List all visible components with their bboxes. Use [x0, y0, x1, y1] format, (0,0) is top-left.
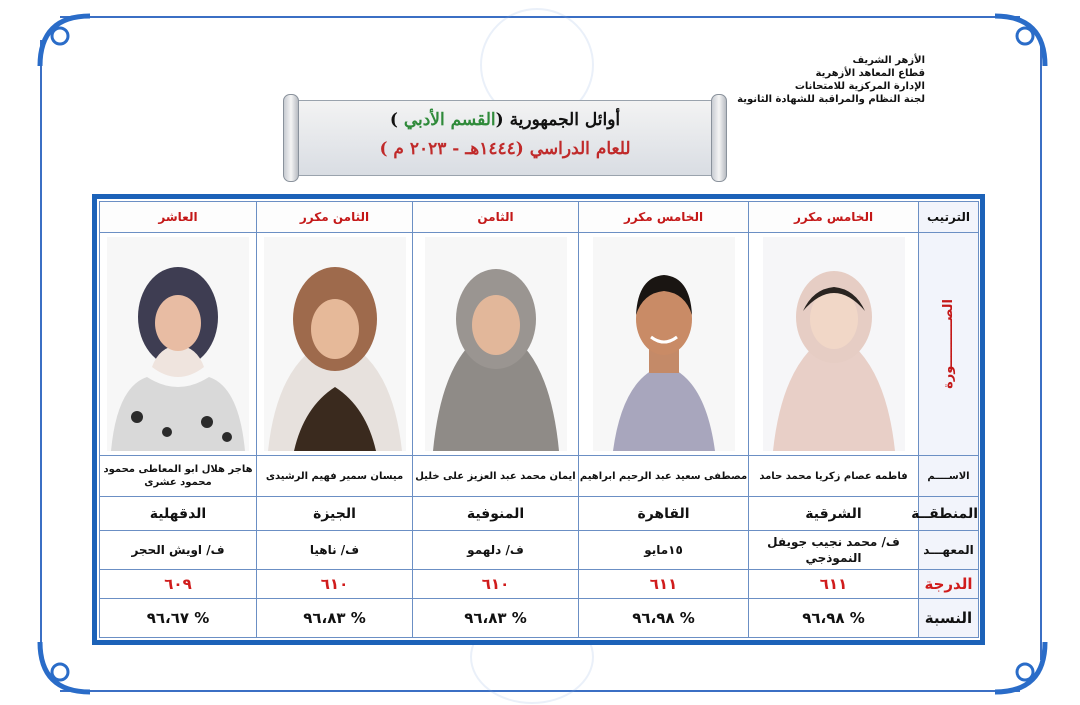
student-rank: العاشر [100, 202, 257, 233]
student-institute: ف/ محمد نجيب جويفل النموذجي [749, 531, 919, 570]
student-rank: الخامس مكرر [579, 202, 749, 233]
frame-right-line [1040, 40, 1042, 660]
banner-right-roll [711, 94, 727, 182]
student-institute: ف/ ناهيا [257, 531, 413, 570]
header-line: قطاع المعاهد الأزهرية [815, 68, 925, 79]
photo-cell [100, 233, 257, 456]
header-line: لجنة النظام والمراقبة للشهادة الثانوية [737, 94, 925, 105]
student-photo [593, 237, 735, 451]
photo-label-cell [919, 233, 979, 456]
grade-label: الدرجة [919, 570, 979, 599]
student-photo [107, 237, 249, 451]
percent-label: النسبة [919, 599, 979, 638]
student-region: الدقهلية [100, 497, 257, 531]
student-rank: الثامن مكرر [257, 202, 413, 233]
name-label: الاســــم [919, 456, 979, 497]
grade-row [100, 570, 979, 599]
student-photo [763, 237, 905, 451]
photo-cell [579, 233, 749, 456]
student-name: ايمان محمد عبد العزيز على خليل [413, 456, 579, 497]
photo-row [100, 233, 979, 456]
student-region: الجيزة [257, 497, 413, 531]
institute-label: المعهـــد [919, 531, 979, 570]
name-row [100, 456, 979, 497]
student-percent: % ٩٦،٨٣ [257, 599, 413, 638]
student-institute: ف/ دلهمو [413, 531, 579, 570]
region-row [100, 497, 979, 531]
corner-ornament-icon [30, 632, 100, 702]
header-line: الإدارة المركزية للامتحانات [794, 81, 925, 92]
rank-label: الترتيب [919, 202, 979, 233]
student-percent: % ٩٦،٦٧ [100, 599, 257, 638]
student-grade: ٦١١ [749, 570, 919, 599]
banner-title-prefix: أوائل الجمهورية ( [495, 110, 621, 130]
student-grade: ٦٠٩ [100, 570, 257, 599]
student-photo [425, 237, 567, 451]
photo-cell [413, 233, 579, 456]
student-photo [264, 237, 406, 451]
top-students-table [92, 194, 985, 645]
corner-ornament-icon [985, 6, 1055, 76]
student-region: القاهرة [579, 497, 749, 531]
photo-cell [257, 233, 413, 456]
student-rank: الثامن [413, 202, 579, 233]
student-rank: الخامس مكرر [749, 202, 919, 233]
student-grade: ٦١١ [579, 570, 749, 599]
student-name: فاطمه عصام زكريا محمد حامد [749, 456, 919, 497]
corner-ornament-icon [985, 632, 1055, 702]
student-percent: % ٩٦،٩٨ [749, 599, 919, 638]
banner-section: القسم الأدبي [403, 110, 496, 130]
institute-row [100, 531, 979, 570]
student-name: ميسان سمير فهيم الرشيدى [257, 456, 413, 497]
rank-row [100, 202, 979, 233]
frame-left-line [40, 40, 42, 660]
student-region: الشرقية [749, 497, 919, 531]
student-name: هاجر هلال ابو المعاطى محمود محمود عشرى [100, 456, 257, 497]
banner-title-suffix: ) [389, 110, 404, 130]
student-institute: ف/ اويش الحجر [100, 531, 257, 570]
student-region: المنوفية [413, 497, 579, 531]
banner-left-roll [283, 94, 299, 182]
student-institute: ١٥مايو [579, 531, 749, 570]
student-percent: % ٩٦،٨٣ [413, 599, 579, 638]
student-percent: % ٩٦،٩٨ [579, 599, 749, 638]
banner-title [283, 110, 727, 130]
student-grade: ٦١٠ [413, 570, 579, 599]
photo-label: الصــــــــــورة [941, 299, 956, 389]
corner-ornament-icon [30, 6, 100, 76]
banner-year: للعام الدراسي (١٤٤٤هـ - ٢٠٢٣ م ) [379, 139, 631, 159]
student-name: مصطفى سعيد عبد الرحيم ابراهيم [579, 456, 749, 497]
percent-row [100, 599, 979, 638]
title-banner [283, 94, 727, 180]
photo-cell [749, 233, 919, 456]
header-line: الأزهر الشريف [852, 55, 925, 66]
region-label: المنطقــة [919, 497, 979, 531]
student-grade: ٦١٠ [257, 570, 413, 599]
